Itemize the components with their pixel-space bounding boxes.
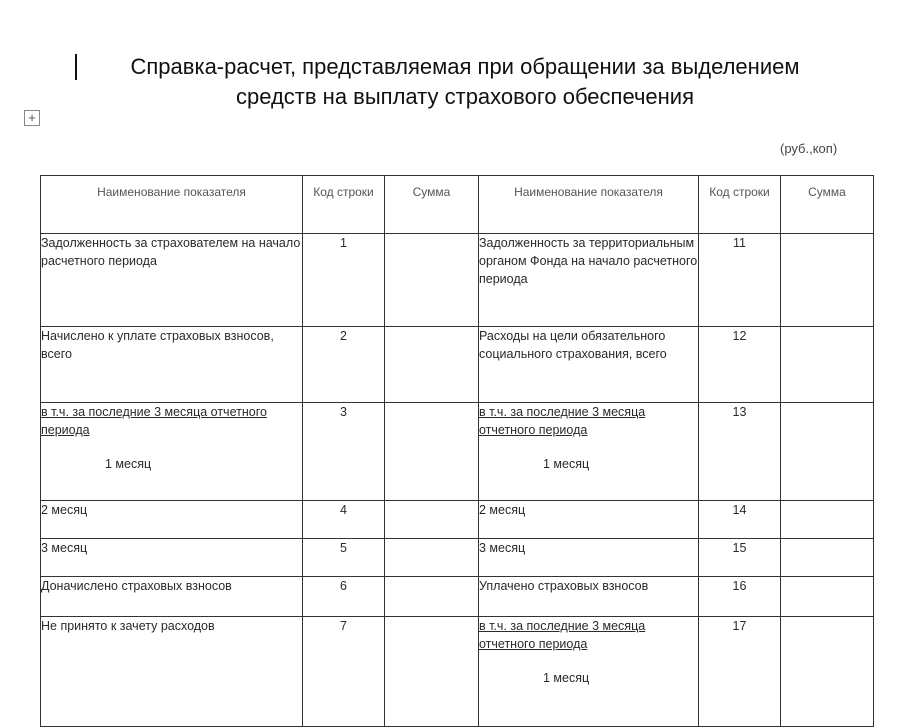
row-1-left-name: Задолженность за страхователем на начало расчетного периода — [41, 234, 303, 327]
row-5-right-sum[interactable] — [781, 539, 874, 577]
row-1-left-code: 1 — [303, 234, 385, 327]
title-line-2: средств на выплату страхового обеспечения — [235, 84, 695, 109]
table-row — [41, 577, 874, 617]
text-cursor — [75, 54, 77, 80]
row-6-right-sum[interactable] — [781, 577, 874, 617]
row-2-right-name: Расходы на цели обязательного социального страхования, всего — [479, 327, 699, 403]
table-row — [41, 501, 874, 539]
row-6-left-name: Доначислено страховых взносов — [41, 577, 303, 617]
document-title — [70, 52, 860, 112]
row-3-left-sum[interactable] — [385, 403, 479, 501]
row-3-right-name — [479, 403, 699, 501]
row-7-left-code: 7 — [303, 617, 385, 727]
row-5-left-code: 5 — [303, 539, 385, 577]
row-6-right-code: 16 — [699, 577, 781, 617]
row-6-left-sum[interactable] — [385, 577, 479, 617]
row-4-left-code: 4 — [303, 501, 385, 539]
header-sum-right: Сумма — [781, 176, 874, 234]
row-4-right-code: 14 — [699, 501, 781, 539]
report-table — [40, 175, 874, 727]
row-7-left-name: Не принято к зачету расходов — [41, 617, 303, 727]
row-2-left-code: 2 — [303, 327, 385, 403]
table-row — [41, 617, 874, 727]
row-6-left-code: 6 — [303, 577, 385, 617]
row-7-right-name — [479, 617, 699, 727]
row-6-right-name: Уплачено страховых взносов — [479, 577, 699, 617]
table-row — [41, 539, 874, 577]
row-7-right-sum[interactable] — [781, 617, 874, 727]
row-3-right-name-b: 1 месяц — [543, 457, 590, 471]
row-2-right-code: 12 — [699, 327, 781, 403]
table-row — [41, 327, 874, 403]
row-7-left-sum[interactable] — [385, 617, 479, 727]
row-4-right-name: 2 месяц — [479, 501, 699, 539]
header-name-right: Наименование показателя — [479, 176, 699, 234]
row-3-right-sum[interactable] — [781, 403, 874, 501]
row-3-left-name-b: 1 месяц — [105, 457, 152, 471]
row-3-right-name-a: в т.ч. за последние 3 месяца отчетного периода — [479, 405, 646, 437]
header-code-right: Код строки — [699, 176, 781, 234]
row-1-right-sum[interactable] — [781, 234, 874, 327]
table-row — [41, 234, 874, 327]
row-7-right-code: 17 — [699, 617, 781, 727]
row-1-right-code: 11 — [699, 234, 781, 327]
row-2-right-sum[interactable] — [781, 327, 874, 403]
table-row — [41, 403, 874, 501]
row-3-left-name-a: в т.ч. за последние 3 месяца отчетного периода — [41, 405, 267, 437]
row-4-left-name: 2 месяц — [41, 501, 303, 539]
row-4-left-sum[interactable] — [385, 501, 479, 539]
row-1-left-sum[interactable] — [385, 234, 479, 327]
header-code-left: Код строки — [303, 176, 385, 234]
row-4-right-sum[interactable] — [781, 501, 874, 539]
row-5-left-sum[interactable] — [385, 539, 479, 577]
row-2-left-name: Начислено к уплате страховых взносов, всего — [41, 327, 303, 403]
row-1-right-name: Задолженность за территориальным органом Фонда на начало расчетного периода — [479, 234, 699, 327]
row-3-left-code: 3 — [303, 403, 385, 501]
row-5-right-code: 15 — [699, 539, 781, 577]
units-label: (руб.,коп) — [780, 141, 838, 156]
row-3-left-name — [41, 403, 303, 501]
row-7-right-name-b: 1 месяц — [543, 671, 590, 685]
header-name-left: Наименование показателя — [41, 176, 303, 234]
table-header-row — [41, 176, 874, 234]
row-7-right-name-a: в т.ч. за последние 3 месяца отчетного периода — [479, 619, 646, 651]
header-sum-left: Сумма — [385, 176, 479, 234]
row-2-left-sum[interactable] — [385, 327, 479, 403]
row-5-left-name: 3 месяц — [41, 539, 303, 577]
row-3-right-code: 13 — [699, 403, 781, 501]
table-move-handle-icon[interactable]: + — [24, 110, 40, 126]
row-5-right-name: 3 месяц — [479, 539, 699, 577]
title-line-1: Справка-расчет, представляемая при обращении за выделением — [130, 54, 800, 79]
